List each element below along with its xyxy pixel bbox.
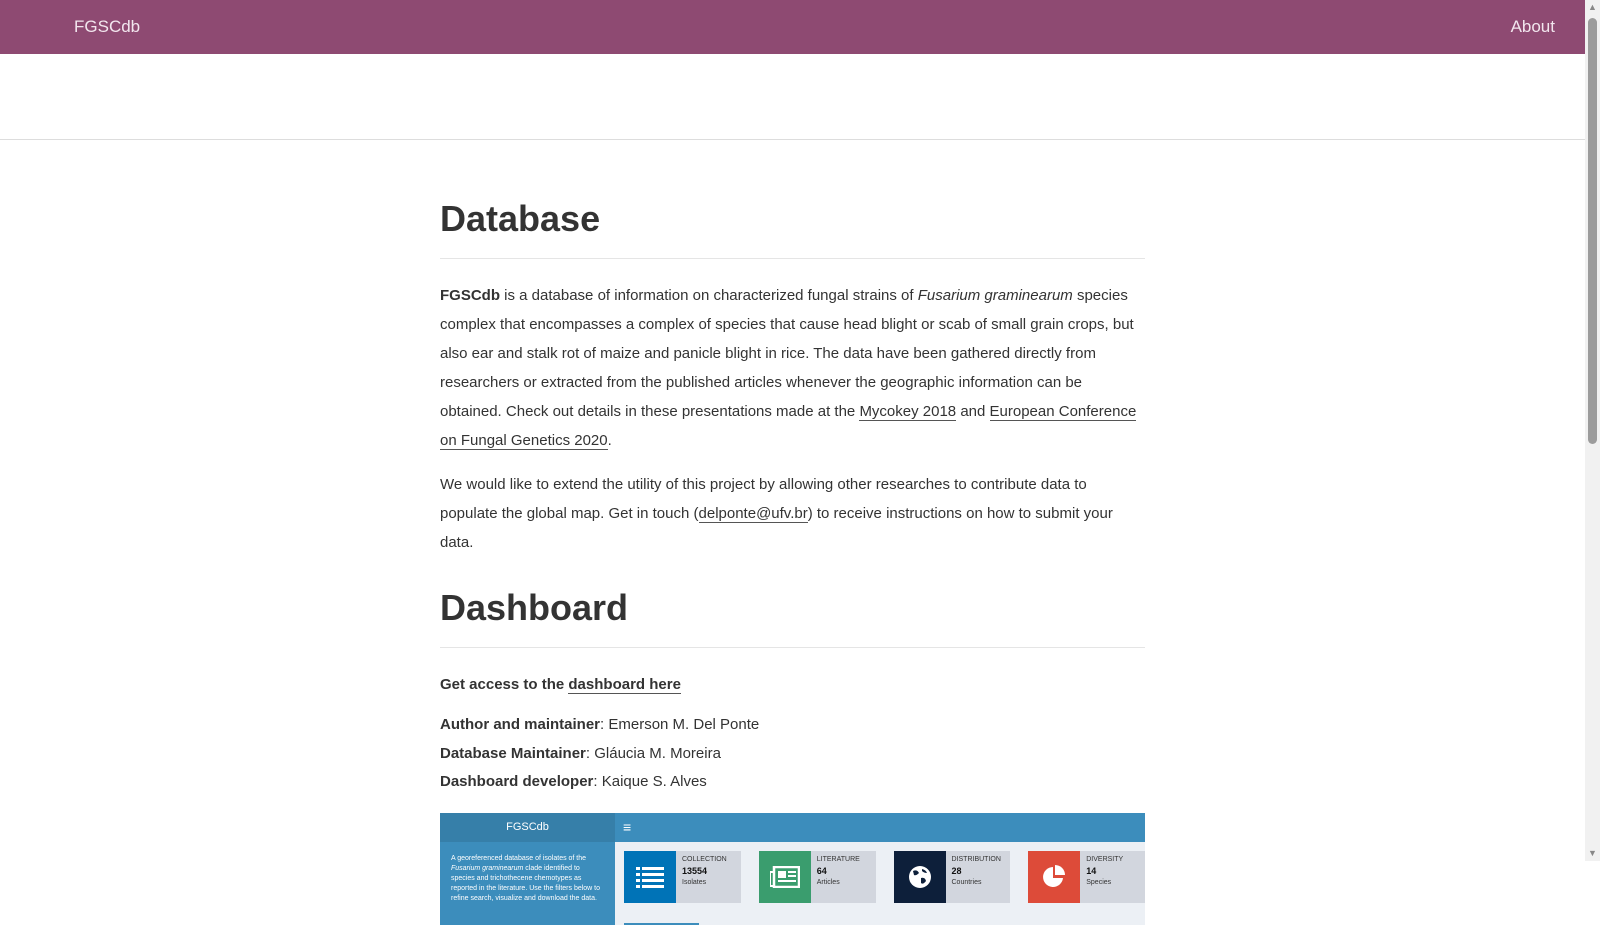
header-spacer: [0, 54, 1585, 140]
scroll-down-arrow-icon[interactable]: ▼: [1588, 848, 1597, 858]
credits-list: [440, 711, 1145, 797]
list-icon: [624, 851, 676, 903]
contribute-paragraph: We would like to extend the utility of this project by allowing other researches to contribute data to populate the global map. Get in touch (delponte@ufv.br) to receive instructions on how to submit your data.: [440, 476, 1113, 551]
preview-blurb: A georeferenced database of isolates of the Fusarium graminearum clade identified to species and trichothecene chemotypes as reported in the literature. Use the filters below to refine search, visualize and download the data.: [451, 854, 601, 902]
main-content: [440, 180, 1145, 925]
preview-menu-icon: ≡: [615, 813, 1145, 842]
credit-db-maintainer: Database Maintainer: Gláucia M. Moreira: [440, 744, 721, 762]
pie-chart-icon: [1028, 851, 1080, 903]
email-link[interactable]: delponte@ufv.br: [698, 505, 808, 522]
credit-dashboard-dev: Dashboard developer: Kaique S. Alves: [440, 773, 707, 790]
info-box-distribution: DISTRIBUTION 28 Countries: [894, 851, 1011, 903]
preview-brand: FGSCdb: [440, 813, 615, 842]
db-name: FGSCdb: [440, 287, 500, 304]
database-description: FGSCdb is a database of information on characterized fungal strains of Fusarium graminearum species complex that encompasses a complex of species that cause head blight or scab of small grain crops, but also ear and stalk rot of maize and panicle blight in rice. The data have been gathered directly from researchers or extracted from the published articles whenever the geographic information can be obtained. Check out details in these presentations made at the Mycokey 2018 and European Conference on Fungal Genetics 2020.: [440, 287, 1137, 449]
preview-tab-indicator: [624, 923, 699, 925]
top-navbar: [0, 0, 1585, 54]
mycokey-link[interactable]: Mycokey 2018: [859, 403, 957, 420]
ecfg-link[interactable]: European Conference on Fungal Genetics 2020: [440, 403, 1137, 449]
species-name: Fusarium graminearum: [917, 287, 1073, 304]
info-box-diversity: DIVERSITY 14 Species: [1028, 851, 1145, 903]
vertical-scrollbar[interactable]: [1585, 0, 1600, 861]
scrollbar-thumb[interactable]: [1588, 18, 1597, 444]
scroll-up-arrow-icon[interactable]: ▲: [1588, 2, 1597, 12]
brand-link[interactable]: FGSCdb: [74, 17, 141, 36]
about-link[interactable]: About: [1510, 17, 1555, 36]
dashboard-heading: Dashboard: [440, 587, 1145, 648]
newspaper-icon: [759, 851, 811, 903]
preview-info-boxes: [624, 851, 1145, 903]
globe-icon: [894, 851, 946, 903]
info-box-collection: COLLECTION 13554 Isolates: [624, 851, 741, 903]
database-heading: Database: [440, 198, 1145, 259]
dashboard-preview-image[interactable]: [440, 813, 1145, 925]
info-box-literature: LITERATURE 64 Articles: [759, 851, 876, 903]
preview-sidebar: [440, 813, 615, 925]
credit-author: Author and maintainer: Emerson M. Del Ponte: [440, 716, 760, 733]
dashboard-access: Get access to the dashboard here: [440, 676, 681, 693]
dashboard-link[interactable]: dashboard here: [568, 676, 681, 693]
